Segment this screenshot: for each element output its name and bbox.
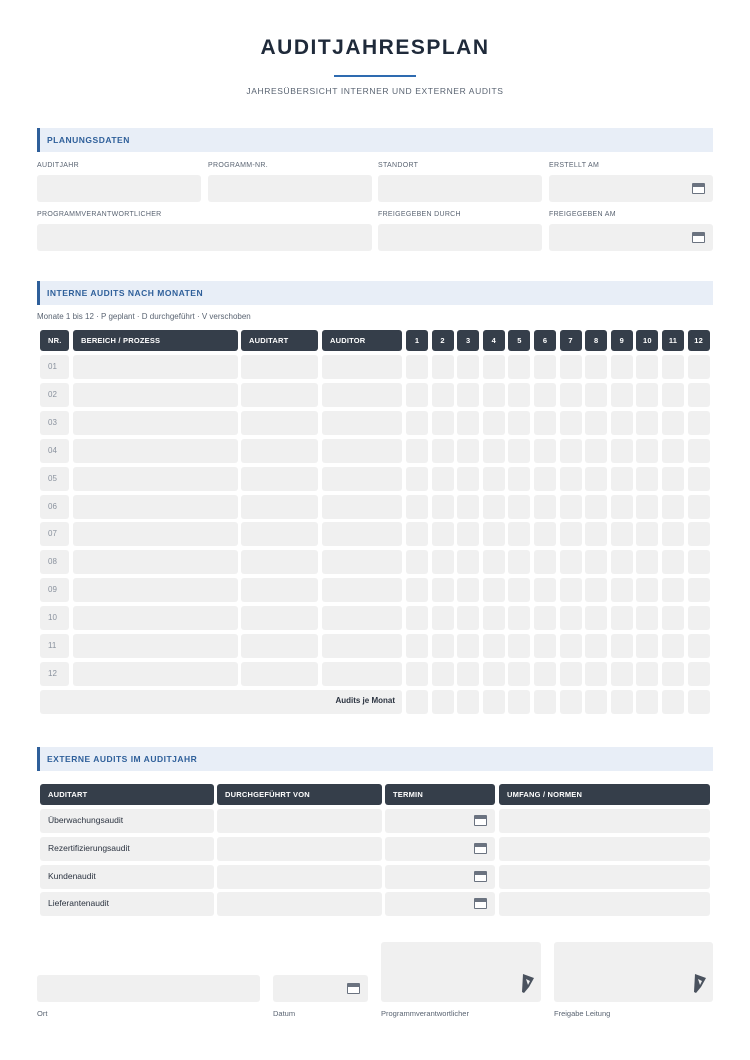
month-cell-3[interactable] — [457, 495, 479, 519]
month-cell-7[interactable] — [560, 383, 582, 407]
ext-auditart-label: Rezertifizierungsaudit — [48, 842, 130, 853]
row-number: 01 — [48, 362, 57, 371]
nr-cell — [40, 383, 69, 407]
month-cell-7[interactable] — [560, 411, 582, 435]
bereich-cell[interactable] — [73, 439, 238, 463]
month-cell-11[interactable] — [662, 522, 684, 546]
datum-field[interactable] — [273, 975, 368, 1002]
bereich-cell[interactable] — [73, 467, 238, 491]
month-cell-12[interactable] — [688, 550, 710, 574]
bereich-cell[interactable] — [73, 578, 238, 602]
freigegeben-am-field[interactable] — [549, 224, 713, 251]
month-cell-1[interactable] — [406, 662, 428, 686]
month-cell-10[interactable] — [636, 495, 658, 519]
pen-icon — [692, 973, 708, 995]
month-cell-9[interactable] — [611, 383, 633, 407]
month-cell-9[interactable] — [611, 439, 633, 463]
month-cell-5[interactable] — [508, 522, 530, 546]
month-cell-5[interactable] — [508, 467, 530, 491]
nr-cell — [40, 550, 69, 574]
auditart-cell[interactable] — [241, 355, 318, 379]
row-number: 04 — [48, 445, 57, 455]
month-cell-4[interactable] — [483, 495, 505, 519]
row-number: 07 — [48, 529, 57, 539]
month-cell-12[interactable] — [688, 522, 710, 546]
month-cell-6[interactable] — [534, 522, 556, 546]
month-cell-4[interactable] — [483, 383, 505, 407]
header-nr: NR. — [40, 330, 69, 351]
month-cell-12[interactable] — [688, 634, 710, 658]
month-cell-8[interactable] — [585, 411, 607, 435]
month-cell-3[interactable] — [457, 522, 479, 546]
month-cell-6[interactable] — [534, 355, 556, 379]
month-cell-9[interactable] — [611, 550, 633, 574]
auditor-cell[interactable] — [322, 578, 402, 602]
ext-header-termin: TERMIN — [385, 784, 495, 805]
auditor-cell[interactable] — [322, 383, 402, 407]
ext-header-umfang: UMFANG / NORMEN — [499, 784, 710, 805]
month-cell-8[interactable] — [585, 634, 607, 658]
label-erstellt-am: ERSTELLT AM — [549, 162, 600, 169]
month-cell-5[interactable] — [508, 550, 530, 574]
ext-auditart-cell — [40, 837, 214, 861]
month-cell-12[interactable] — [688, 467, 710, 491]
header-month-5: 5 — [508, 330, 530, 351]
month-cell-6[interactable] — [534, 662, 556, 686]
month-cell-7[interactable] — [560, 662, 582, 686]
ext-umfang-cell[interactable] — [499, 865, 710, 889]
bereich-cell[interactable] — [73, 550, 238, 574]
month-cell-10[interactable] — [636, 411, 658, 435]
month-cell-10[interactable] — [636, 522, 658, 546]
calendar-icon[interactable] — [474, 843, 487, 854]
month-cell-5[interactable] — [508, 355, 530, 379]
month-cell-2[interactable] — [432, 383, 454, 407]
month-cell-1[interactable] — [406, 355, 428, 379]
page-title: AUDITJAHRESPLAN — [260, 36, 490, 59]
auditart-cell[interactable] — [241, 634, 318, 658]
row-number: 12 — [48, 668, 57, 678]
ext-termin-cell[interactable] — [385, 892, 495, 916]
bereich-cell[interactable] — [73, 383, 238, 407]
bereich-cell[interactable] — [73, 606, 238, 630]
row-number: 10 — [48, 613, 57, 623]
month-cell-10[interactable] — [636, 634, 658, 658]
month-cell-8[interactable] — [585, 550, 607, 574]
header-month-10: 10 — [636, 330, 658, 351]
month-cell-12[interactable] — [688, 383, 710, 407]
month-cell-10[interactable] — [636, 550, 658, 574]
month-cell-7[interactable] — [560, 439, 582, 463]
month-cell-7[interactable] — [560, 606, 582, 630]
row-number: 03 — [48, 417, 57, 427]
month-cell-5[interactable] — [508, 606, 530, 630]
sum-cell-9[interactable] — [611, 690, 633, 714]
month-cell-8[interactable] — [585, 355, 607, 379]
label-freigegeben-durch: FREIGEGEBEN DURCH — [378, 211, 461, 218]
month-cell-12[interactable] — [688, 355, 710, 379]
sum-cell-8[interactable] — [585, 690, 607, 714]
calendar-icon[interactable] — [474, 815, 487, 826]
month-cell-8[interactable] — [585, 467, 607, 491]
auditor-cell[interactable] — [322, 550, 402, 574]
month-cell-10[interactable] — [636, 383, 658, 407]
ext-umfang-cell[interactable] — [499, 837, 710, 861]
label-freigabe: Freigabe Leitung — [554, 1009, 611, 1018]
month-cell-6[interactable] — [534, 578, 556, 602]
month-cell-3[interactable] — [457, 467, 479, 491]
bereich-cell[interactable] — [73, 634, 238, 658]
auditor-cell[interactable] — [322, 522, 402, 546]
month-cell-7[interactable] — [560, 634, 582, 658]
label-programm-nr: PROGRAMM-NR. — [208, 162, 268, 169]
label-programmverantwortlicher: PROGRAMMVERANTWORTLICHER — [37, 211, 162, 218]
calendar-icon[interactable] — [692, 232, 705, 243]
sum-cell-7[interactable] — [560, 690, 582, 714]
month-cell-1[interactable] — [406, 522, 428, 546]
bereich-cell[interactable] — [73, 495, 238, 519]
header-auditor: AUDITOR — [322, 330, 402, 351]
header-month-9: 9 — [611, 330, 633, 351]
month-cell-1[interactable] — [406, 606, 428, 630]
row-number: 05 — [48, 473, 57, 483]
month-cell-3[interactable] — [457, 606, 479, 630]
month-cell-10[interactable] — [636, 467, 658, 491]
nr-cell — [40, 662, 69, 686]
sum-cell-5[interactable] — [508, 690, 530, 714]
auditor-cell[interactable] — [322, 355, 402, 379]
sum-cell-2[interactable] — [432, 690, 454, 714]
sum-cell-11[interactable] — [662, 690, 684, 714]
sum-cell-10[interactable] — [636, 690, 658, 714]
row-number: 09 — [48, 585, 57, 595]
header-month-4: 4 — [483, 330, 505, 351]
label-ort: Ort — [37, 1009, 48, 1018]
ext-durchgefuehrt-cell[interactable] — [217, 865, 382, 889]
calendar-icon[interactable] — [474, 898, 487, 909]
month-cell-9[interactable] — [611, 495, 633, 519]
month-cell-9[interactable] — [611, 662, 633, 686]
month-cell-8[interactable] — [585, 495, 607, 519]
nr-cell — [40, 495, 69, 519]
calendar-icon[interactable] — [474, 871, 487, 882]
month-cell-2[interactable] — [432, 522, 454, 546]
month-cell-4[interactable] — [483, 550, 505, 574]
sum-cell-4[interactable] — [483, 690, 505, 714]
month-cell-1[interactable] — [406, 467, 428, 491]
month-cell-6[interactable] — [534, 439, 556, 463]
month-cell-4[interactable] — [483, 662, 505, 686]
auditart-cell[interactable] — [241, 411, 318, 435]
auditor-cell[interactable] — [322, 467, 402, 491]
signature-programmverantwortlicher[interactable] — [381, 942, 541, 1002]
month-cell-2[interactable] — [432, 495, 454, 519]
bereich-cell[interactable] — [73, 662, 238, 686]
month-cell-12[interactable] — [688, 578, 710, 602]
month-cell-10[interactable] — [636, 355, 658, 379]
header-auditart: AUDITART — [241, 330, 318, 351]
auditor-cell[interactable] — [322, 411, 402, 435]
month-cell-10[interactable] — [636, 662, 658, 686]
bereich-cell[interactable] — [73, 411, 238, 435]
month-cell-3[interactable] — [457, 578, 479, 602]
month-cell-7[interactable] — [560, 550, 582, 574]
ext-header-durchgefuehrt: DURCHGEFÜHRT VON — [217, 784, 382, 805]
auditor-cell[interactable] — [322, 662, 402, 686]
month-cell-5[interactable] — [508, 634, 530, 658]
month-cell-12[interactable] — [688, 411, 710, 435]
sum-row-label-cell — [40, 690, 402, 714]
month-cell-1[interactable] — [406, 634, 428, 658]
auditor-cell[interactable] — [322, 634, 402, 658]
month-cell-3[interactable] — [457, 662, 479, 686]
bereich-cell[interactable] — [73, 522, 238, 546]
month-cell-6[interactable] — [534, 495, 556, 519]
month-cell-1[interactable] — [406, 439, 428, 463]
month-cell-11[interactable] — [662, 578, 684, 602]
sum-cell-1[interactable] — [406, 690, 428, 714]
month-cell-2[interactable] — [432, 411, 454, 435]
month-cell-9[interactable] — [611, 634, 633, 658]
month-cell-2[interactable] — [432, 662, 454, 686]
ext-header-auditart: AUDITART — [40, 784, 214, 805]
month-cell-11[interactable] — [662, 495, 684, 519]
month-cell-6[interactable] — [534, 383, 556, 407]
ext-durchgefuehrt-cell[interactable] — [217, 809, 382, 833]
month-cell-4[interactable] — [483, 578, 505, 602]
auditor-cell[interactable] — [322, 495, 402, 519]
month-cell-8[interactable] — [585, 662, 607, 686]
header-month-7: 7 — [560, 330, 582, 351]
auditart-cell[interactable] — [241, 578, 318, 602]
month-cell-5[interactable] — [508, 439, 530, 463]
label-datum: Datum — [273, 1009, 296, 1018]
month-cell-9[interactable] — [611, 411, 633, 435]
month-cell-11[interactable] — [662, 634, 684, 658]
label-auditjahr: AUDITJAHR — [37, 162, 79, 169]
auditart-cell[interactable] — [241, 439, 318, 463]
month-cell-1[interactable] — [406, 495, 428, 519]
nr-cell — [40, 439, 69, 463]
header-month-1: 1 — [406, 330, 428, 351]
month-cell-1[interactable] — [406, 411, 428, 435]
auditart-cell[interactable] — [241, 606, 318, 630]
month-cell-9[interactable] — [611, 578, 633, 602]
month-cell-11[interactable] — [662, 550, 684, 574]
status-legend: Monate 1 bis 12 · P geplant · D durchgeführt · V verschoben — [37, 312, 251, 321]
auditjahr-field[interactable] — [37, 175, 201, 202]
auditor-cell[interactable] — [322, 606, 402, 630]
ext-umfang-cell[interactable] — [499, 809, 710, 833]
nr-cell — [40, 522, 69, 546]
nr-cell — [40, 634, 69, 658]
month-cell-3[interactable] — [457, 411, 479, 435]
calendar-icon[interactable] — [692, 183, 705, 194]
month-cell-9[interactable] — [611, 522, 633, 546]
month-cell-9[interactable] — [611, 355, 633, 379]
month-cell-7[interactable] — [560, 578, 582, 602]
month-cell-8[interactable] — [585, 522, 607, 546]
freigegeben-durch-field[interactable] — [378, 224, 542, 251]
month-cell-10[interactable] — [636, 578, 658, 602]
month-cell-3[interactable] — [457, 550, 479, 574]
month-cell-6[interactable] — [534, 550, 556, 574]
header-month-3: 3 — [457, 330, 479, 351]
header-bereich: BEREICH / PROZESS — [73, 330, 238, 351]
nr-cell — [40, 606, 69, 630]
month-cell-12[interactable] — [688, 495, 710, 519]
sum-label: Audits je Monat — [335, 696, 395, 705]
month-cell-7[interactable] — [560, 495, 582, 519]
ext-termin-cell[interactable] — [385, 837, 495, 861]
month-cell-2[interactable] — [432, 606, 454, 630]
row-number: 08 — [48, 557, 57, 567]
month-cell-5[interactable] — [508, 383, 530, 407]
month-cell-11[interactable] — [662, 439, 684, 463]
header-month-2: 2 — [432, 330, 454, 351]
month-cell-6[interactable] — [534, 411, 556, 435]
month-cell-10[interactable] — [636, 606, 658, 630]
auditor-cell[interactable] — [322, 439, 402, 463]
label-standort: STANDORT — [378, 162, 419, 169]
month-cell-4[interactable] — [483, 411, 505, 435]
month-cell-7[interactable] — [560, 467, 582, 491]
programmverantwortlicher-field[interactable] — [37, 224, 372, 251]
auditart-cell[interactable] — [241, 522, 318, 546]
ext-durchgefuehrt-cell[interactable] — [217, 892, 382, 916]
month-cell-1[interactable] — [406, 550, 428, 574]
row-number: 11 — [48, 641, 57, 650]
auditart-cell[interactable] — [241, 550, 318, 574]
auditart-cell[interactable] — [241, 495, 318, 519]
month-cell-11[interactable] — [662, 467, 684, 491]
month-cell-2[interactable] — [432, 439, 454, 463]
ext-auditart-label: Lieferantenaudit — [48, 898, 109, 909]
month-cell-12[interactable] — [688, 662, 710, 686]
month-cell-7[interactable] — [560, 355, 582, 379]
month-cell-3[interactable] — [457, 439, 479, 463]
month-cell-4[interactable] — [483, 606, 505, 630]
signature-freigabe[interactable] — [554, 942, 713, 1002]
month-cell-8[interactable] — [585, 606, 607, 630]
ext-umfang-cell[interactable] — [499, 892, 710, 916]
month-cell-8[interactable] — [585, 439, 607, 463]
month-cell-6[interactable] — [534, 467, 556, 491]
month-cell-3[interactable] — [457, 355, 479, 379]
row-number: 06 — [48, 501, 57, 511]
month-cell-2[interactable] — [432, 578, 454, 602]
month-cell-2[interactable] — [432, 355, 454, 379]
month-cell-4[interactable] — [483, 522, 505, 546]
month-cell-11[interactable] — [662, 411, 684, 435]
row-number: 02 — [48, 389, 57, 399]
nr-cell — [40, 411, 69, 435]
month-cell-12[interactable] — [688, 439, 710, 463]
nr-cell — [40, 355, 69, 379]
month-cell-4[interactable] — [483, 439, 505, 463]
calendar-icon[interactable] — [347, 983, 360, 994]
month-cell-2[interactable] — [432, 467, 454, 491]
ext-auditart-label: Überwachungsaudit — [48, 815, 124, 825]
month-cell-9[interactable] — [611, 606, 633, 630]
header-month-6: 6 — [534, 330, 556, 351]
section-interne-audits: INTERNE AUDITS NACH MONATEN — [37, 281, 713, 305]
header-month-11: 11 — [662, 330, 684, 351]
sum-cell-6[interactable] — [534, 690, 556, 714]
ext-durchgefuehrt-cell[interactable] — [217, 837, 382, 861]
ext-termin-cell[interactable] — [385, 865, 495, 889]
month-cell-11[interactable] — [662, 606, 684, 630]
month-cell-4[interactable] — [483, 355, 505, 379]
month-cell-1[interactable] — [406, 383, 428, 407]
month-cell-6[interactable] — [534, 634, 556, 658]
ext-termin-cell[interactable] — [385, 809, 495, 833]
standort-field[interactable] — [378, 175, 542, 202]
sum-cell-3[interactable] — [457, 690, 479, 714]
month-cell-11[interactable] — [662, 355, 684, 379]
month-cell-6[interactable] — [534, 606, 556, 630]
month-cell-2[interactable] — [432, 634, 454, 658]
auditart-cell[interactable] — [241, 662, 318, 686]
auditart-cell[interactable] — [241, 383, 318, 407]
ext-auditart-cell — [40, 809, 214, 833]
page-subtitle: JAHRESÜBERSICHT INTERNER UND EXTERNER AUDITS — [246, 86, 504, 96]
ext-auditart-cell — [40, 865, 214, 889]
header-month-12: 12 — [688, 330, 710, 351]
month-cell-9[interactable] — [611, 467, 633, 491]
nr-cell — [40, 467, 69, 491]
month-cell-10[interactable] — [636, 439, 658, 463]
pen-icon — [520, 973, 536, 995]
month-cell-12[interactable] — [688, 606, 710, 630]
month-cell-4[interactable] — [483, 634, 505, 658]
ort-field[interactable] — [37, 975, 260, 1002]
auditart-cell[interactable] — [241, 467, 318, 491]
section-planungsdaten: PLANUNGSDATEN — [37, 128, 713, 152]
month-cell-3[interactable] — [457, 383, 479, 407]
month-cell-5[interactable] — [508, 495, 530, 519]
month-cell-3[interactable] — [457, 634, 479, 658]
month-cell-5[interactable] — [508, 411, 530, 435]
month-cell-1[interactable] — [406, 578, 428, 602]
label-programmverantwortlicher-sig: Programmverantwortlicher — [381, 1009, 469, 1018]
section-externe-audits: EXTERNE AUDITS IM AUDITJAHR — [37, 747, 713, 771]
erstellt-am-field[interactable] — [549, 175, 713, 202]
month-cell-11[interactable] — [662, 662, 684, 686]
month-cell-7[interactable] — [560, 522, 582, 546]
bereich-cell[interactable] — [73, 355, 238, 379]
month-cell-4[interactable] — [483, 467, 505, 491]
ext-auditart-label: Kundenaudit — [48, 870, 96, 881]
programm-nr-field[interactable] — [208, 175, 372, 202]
ext-auditart-cell — [40, 892, 214, 916]
month-cell-2[interactable] — [432, 550, 454, 574]
month-cell-5[interactable] — [508, 662, 530, 686]
sum-cell-12[interactable] — [688, 690, 710, 714]
month-cell-5[interactable] — [508, 578, 530, 602]
nr-cell — [40, 578, 69, 602]
header-month-8: 8 — [585, 330, 607, 351]
month-cell-11[interactable] — [662, 383, 684, 407]
title-underline — [334, 75, 416, 77]
label-freigegeben-am: FREIGEGEBEN AM — [549, 211, 616, 218]
month-cell-8[interactable] — [585, 383, 607, 407]
month-cell-8[interactable] — [585, 578, 607, 602]
